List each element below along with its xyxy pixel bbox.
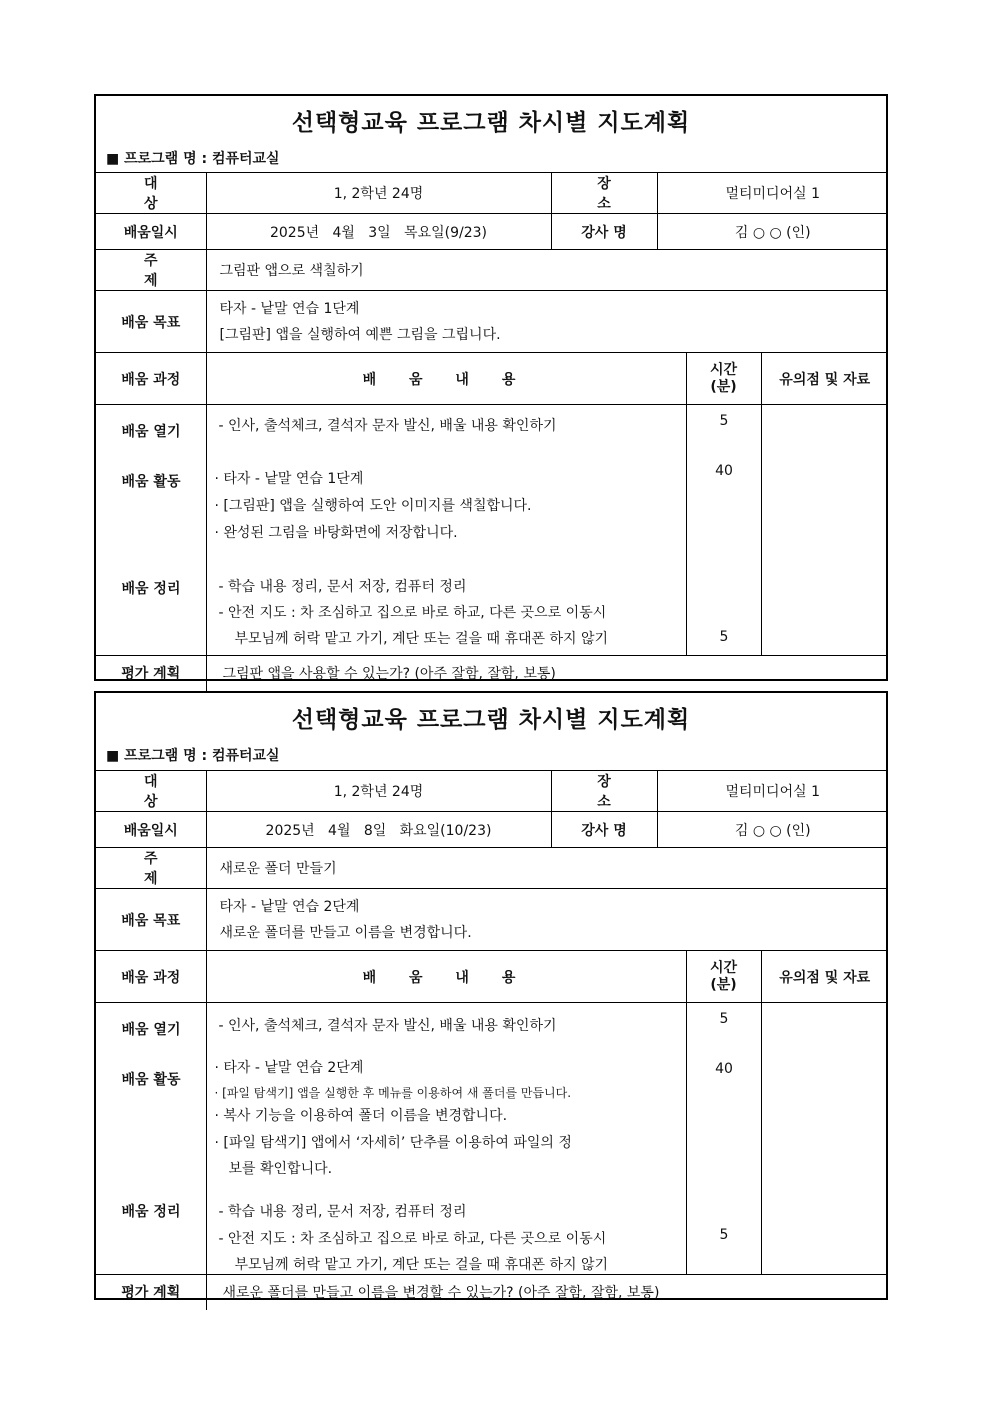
time-open: 5: [719, 413, 729, 429]
open-content: - 인사, 출석체크, 결석자 문자 발신, 배울 내용 확인하기: [218, 418, 557, 434]
goal-label: 배움 목표: [96, 889, 206, 951]
notes-label: 유의점 및 자료: [761, 951, 888, 1003]
wrap-line: - 안전 지도 : 차 조심하고 집으로 바로 하교, 다른 곳으로 이동시: [218, 605, 607, 621]
process-body-row: [96, 405, 888, 656]
time-wrap: 5: [719, 1227, 729, 1243]
date-row: [96, 214, 888, 250]
content-label: 배 움 내 용: [206, 951, 686, 1003]
time-cell: [686, 1003, 761, 1275]
time-activity: 40: [715, 463, 733, 479]
topic-label: 주 제: [96, 848, 206, 889]
time-open: 5: [719, 1011, 729, 1027]
target-row: [96, 173, 888, 214]
goal-row: [96, 889, 888, 951]
date-value: 2025년 4월 8일 화요일(10/23): [206, 812, 551, 848]
content-label: 배 움 내 용: [206, 353, 686, 405]
target-value: 1, 2학년 24명: [206, 173, 551, 214]
activity-line: · 완성된 그림을 바탕화면에 저장합니다.: [214, 525, 458, 541]
program-name: ■ 프로그램 명 : 컴퓨터교실: [106, 748, 280, 764]
plan-header: [96, 693, 886, 771]
place-value: 멀티미디어실 1: [657, 173, 888, 214]
eval-row: [96, 656, 888, 691]
stage-open: 배움 열기: [121, 1022, 181, 1038]
process-label: 배움 과정: [96, 353, 206, 405]
target-label: 대 상: [96, 173, 206, 214]
place-value: 멀티미디어실 1: [657, 771, 888, 812]
teacher-value: 김 ○ ○ (인): [657, 214, 888, 250]
teacher-label: 강사 명: [551, 214, 657, 250]
wrap-line: - 학습 내용 정리, 문서 저장, 컴퓨터 정리: [218, 579, 467, 595]
topic-row: [96, 250, 888, 291]
process-label: 배움 과정: [96, 951, 206, 1003]
time-label: 시간 (분): [686, 353, 761, 405]
date-row: [96, 812, 888, 848]
wrap-line: 부모님께 허락 맡고 가기, 계단 또는 걸을 때 휴대폰 하지 않기: [234, 631, 609, 647]
notes-cell: [761, 1003, 888, 1275]
plan-header: [96, 96, 886, 173]
goal-label: 배움 목표: [96, 291, 206, 353]
goal-line: 타자 - 낱말 연습 1단계: [219, 300, 360, 317]
topic-value: 새로운 폴더 만들기: [206, 848, 888, 889]
eval-label: 평가 계획: [96, 1275, 206, 1310]
wrap-line: - 학습 내용 정리, 문서 저장, 컴퓨터 정리: [218, 1204, 467, 1220]
plan-title: 선택형교육 프로그램 차시별 지도계획: [291, 110, 691, 136]
stage-wrap: 배움 정리: [121, 581, 181, 597]
time-activity: 40: [715, 1061, 733, 1077]
teacher-value: 김 ○ ○ (인): [657, 812, 888, 848]
date-label: 배움일시: [96, 214, 206, 250]
eval-value: 그림판 앱을 사용할 수 있는가? (아주 잘함, 잘함, 보통): [206, 656, 888, 691]
open-content: - 인사, 출석체크, 결석자 문자 발신, 배울 내용 확인하기: [218, 1018, 557, 1034]
target-label: 대 상: [96, 771, 206, 812]
topic-value: 그림판 앱으로 색칠하기: [206, 250, 888, 291]
topic-label: 주 제: [96, 250, 206, 291]
wrap-line: - 안전 지도 : 차 조심하고 집으로 바로 하교, 다른 곳으로 이동시: [218, 1231, 607, 1247]
place-label: 장 소: [551, 771, 657, 812]
goal-value: [206, 291, 888, 353]
target-value: 1, 2학년 24명: [206, 771, 551, 812]
teacher-label: 강사 명: [551, 812, 657, 848]
notes-cell: [761, 405, 888, 656]
stage-cell: [96, 1003, 206, 1275]
lesson-plan-2: [94, 691, 888, 1300]
activity-line: 보를 확인합니다.: [228, 1161, 333, 1177]
goal-line: [그림판] 앱을 실행하여 예쁜 그림을 그립니다.: [219, 326, 501, 343]
goal-line: 타자 - 낱말 연습 2단계: [219, 898, 360, 915]
activity-line: · 타자 - 낱말 연습 2단계: [214, 1060, 364, 1076]
plan-table: [96, 771, 888, 1310]
stage-cell: [96, 405, 206, 656]
eval-row: [96, 1275, 888, 1310]
goal-line: 새로운 폴더를 만들고 이름을 변경합니다.: [219, 924, 472, 941]
activity-line: · [파일 탐색기] 앱에서 ‘자세히’ 단추를 이용하여 파일의 정: [214, 1135, 572, 1151]
time-cell: [686, 405, 761, 656]
goal-value: [206, 889, 888, 951]
target-row: [96, 771, 888, 812]
wrap-line: 부모님께 허락 맡고 가기, 계단 또는 걸을 때 휴대폰 하지 않기: [234, 1257, 609, 1273]
time-label: 시간 (분): [686, 951, 761, 1003]
program-name: ■ 프로그램 명 : 컴퓨터교실: [106, 151, 280, 167]
eval-value: 새로운 폴더를 만들고 이름을 변경할 수 있는가? (아주 잘함, 잘함, 보통): [206, 1275, 888, 1310]
place-label: 장 소: [551, 173, 657, 214]
lesson-plan-1: [94, 94, 888, 681]
stage-activity: 배움 활동: [121, 1072, 181, 1088]
eval-label: 평가 계획: [96, 656, 206, 691]
date-label: 배움일시: [96, 812, 206, 848]
process-body-row: [96, 1003, 888, 1275]
activity-line: · [그림판] 앱을 실행하여 도안 이미지를 색칠합니다.: [214, 498, 532, 514]
date-value: 2025년 4월 3일 목요일(9/23): [206, 214, 551, 250]
plan-title: 선택형교육 프로그램 차시별 지도계획: [291, 707, 691, 733]
time-wrap: 5: [719, 629, 729, 645]
activity-line: · 복사 기능을 이용하여 폴더 이름을 변경합니다.: [214, 1108, 508, 1124]
content-cell: [206, 405, 686, 656]
notes-label: 유의점 및 자료: [761, 353, 888, 405]
activity-line: · 타자 - 낱말 연습 1단계: [214, 471, 364, 487]
goal-row: [96, 291, 888, 353]
process-header-row: [96, 353, 888, 405]
topic-row: [96, 848, 888, 889]
plan-table: [96, 173, 888, 691]
stage-activity: 배움 활동: [121, 474, 181, 490]
content-cell: [206, 1003, 686, 1275]
activity-line: · [파일 탐색기] 앱을 실행한 후 메뉴를 이용하여 새 폴더를 만듭니다.: [214, 1086, 572, 1100]
stage-wrap: 배움 정리: [121, 1204, 181, 1220]
process-header-row: [96, 951, 888, 1003]
stage-open: 배움 열기: [121, 424, 181, 440]
